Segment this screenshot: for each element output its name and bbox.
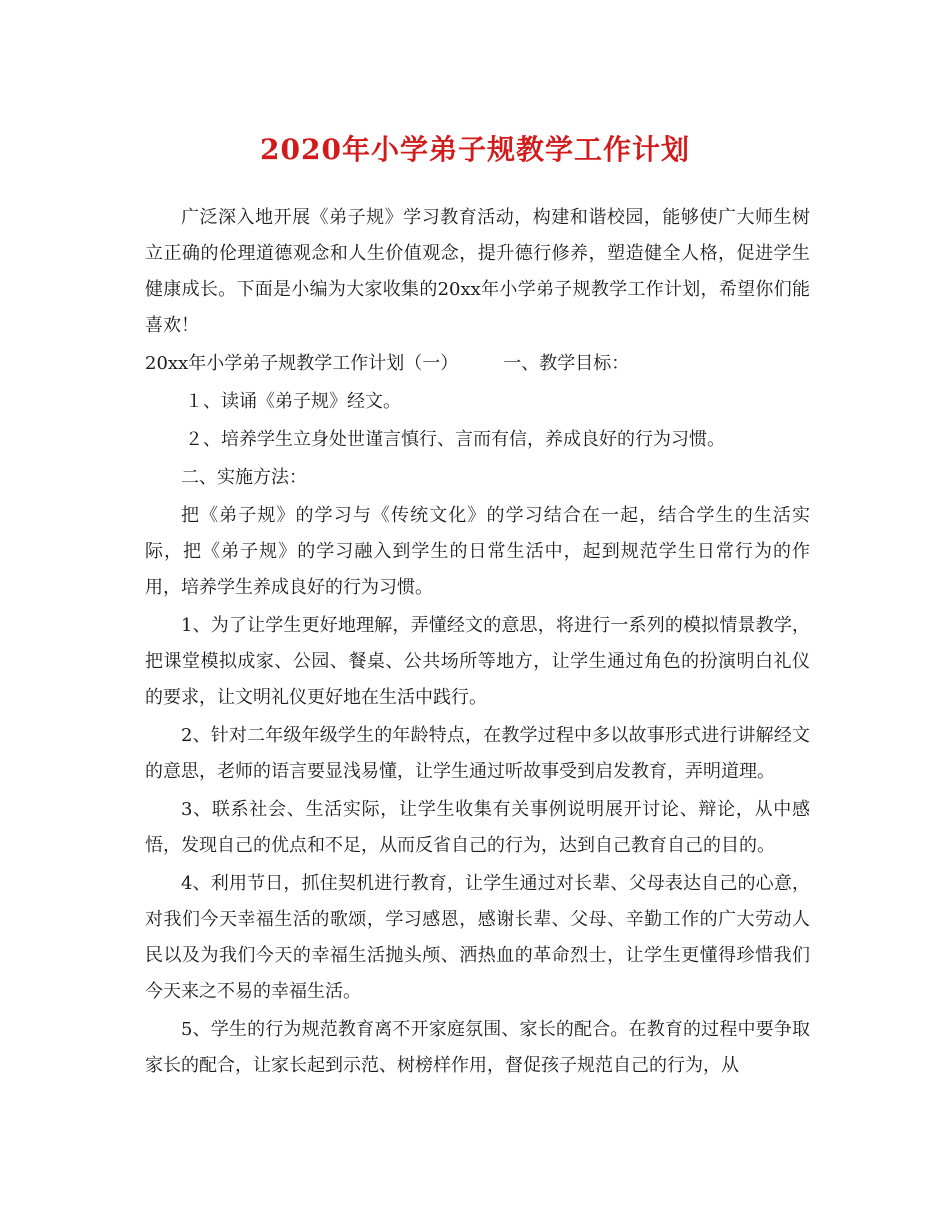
- intro-paragraph: 广泛深入地开展《弟子规》学习教育活动，构建和谐校园，能够使广大师生树立正确的伦理道德观念和人生价值观念，提升德行修养，塑造健全人格，促进学生健康成长。下面是小编为大家收集的20xx年小学弟子规教学工作计划，希望你们能喜欢！: [145, 207, 810, 336]
- goal-item-2: ２、培养学生立身处世谨言慎行、言而有信，养成良好的行为习惯。: [185, 429, 725, 450]
- method-item-4: 4、利用节日，抓住契机进行教育，让学生通过对长辈、父母表达自己的心意，对我们今天幸福生活的歌颂，学习感恩，感谢长辈、父母、辛勤工作的广大劳动人民以及为我们今天的幸福生活抛头颅、洒热血的革命烈士，让学生更懂得珍惜我们今天来之不易的幸福生活。: [145, 873, 810, 1002]
- method-item-2: 2、针对二年级年级学生的年龄特点，在教学过程中多以故事形式进行讲解经文的意思，老师的语言要显浅易懂，让学生通过听故事受到启发教育，弄明道理。: [145, 725, 810, 782]
- method-item-1: 1、为了让学生更好地理解，弄懂经文的意思，将进行一系列的模拟情景教学，把课堂模拟成家、公园、餐桌、公共场所等地方，让学生通过角色的扮演明白礼仪的要求，让文明礼仪更好地在生活中践行。: [145, 615, 810, 708]
- method-item-5: 5、学生的行为规范教育离不开家庭氛围、家长的配合。在教育的过程中要争取家长的配合，让家长起到示范、树榜样作用，督促孩子规范自己的行为，从: [145, 1019, 810, 1076]
- goal-item-1: １、读诵《弟子规》经文。: [185, 391, 401, 412]
- method-item-3: 3、联系社会、生活实际，让学生收集有关事例说明展开讨论、辩论，从中感悟，发现自己的优点和不足，从而反省自己的行为，达到自己教育自己的目的。: [145, 799, 810, 856]
- plan-heading: 20xx年小学弟子规教学工作计划（一） 一、教学目标：: [145, 353, 630, 374]
- document-title: 2020年小学弟子规教学工作计划: [260, 133, 690, 166]
- methods-heading: 二、实施方法：: [181, 467, 307, 488]
- methods-intro-paragraph: 把《弟子规》的学习与《传统文化》的学习结合在一起，结合学生的生活实际，把《弟子规》的学习融入到学生的日常生活中，起到规范学生日常行为的作用，培养学生养成良好的行为习惯。: [145, 505, 810, 598]
- document-body: [145, 200, 810, 1086]
